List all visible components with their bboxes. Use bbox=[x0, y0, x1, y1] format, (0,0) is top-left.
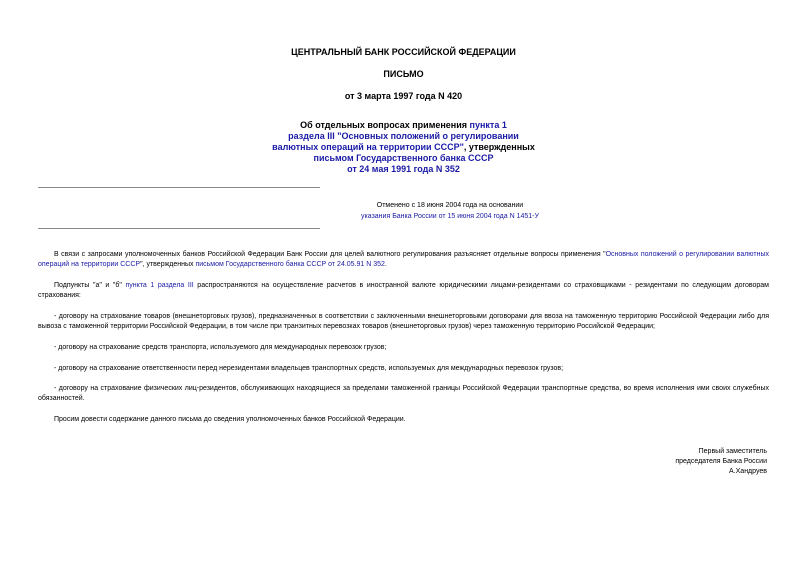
signature-name: А.Хандруев bbox=[729, 468, 767, 475]
paragraph-1-text-b: ", утвержденных bbox=[140, 261, 196, 268]
paragraph-1-link-letter[interactable]: письмом Государственного банка СССР от 24.05.91 N 352 bbox=[195, 261, 385, 268]
annulment-link[interactable]: указания Банка России от 15 июня 2004 года N 1451-У bbox=[361, 213, 539, 220]
title-line-1 bbox=[0, 120, 807, 131]
document-date-number: от 3 марта 1997 года N 420 bbox=[344, 91, 463, 101]
title-line-5 bbox=[0, 164, 807, 175]
annulment-text: Отменено с 18 июня 2004 года на основании bbox=[376, 202, 524, 209]
paragraph-3: - договору на страхование товаров (внешнеторговых грузов), предназначенных в соответствии с заключенными внешнеторговыми договорами для ввоза на таможенную территорию Российской Федерации либо для вывоза с таможенной территории Российской Федерации, в том числе при транзитных перевозках товаров (внешнеторговых грузов) через таможенную территорию Российской Федерации; bbox=[38, 313, 769, 330]
paragraph-2 bbox=[38, 281, 769, 301]
document-type: ПИСЬМО bbox=[383, 69, 424, 79]
title-link-section[interactable]: раздела III "Основных положений о регулировании bbox=[288, 131, 519, 141]
paragraph-5: - договору на страхование ответственности перед нерезидентами владельцев транспортных средств, используемых для международных перевозок грузов; bbox=[54, 365, 564, 372]
paragraph-1-link-provisions[interactable]: Основных положений о регулировании валютных операций на территории СССР bbox=[38, 251, 770, 268]
paragraph-2-link-section[interactable]: пункта 1 раздела III bbox=[125, 282, 194, 289]
signature-title: председателя Банка России bbox=[675, 458, 767, 465]
title-line-2 bbox=[0, 131, 807, 142]
divider-top bbox=[38, 187, 320, 188]
divider-bottom bbox=[38, 228, 320, 229]
title-pre: Об отдельных вопросах применения bbox=[300, 120, 470, 130]
paragraph-7: Просим довести содержание данного письма до сведения уполномоченных банков Российской Федерации. bbox=[54, 416, 406, 423]
document-title bbox=[0, 120, 807, 175]
title-link-letter[interactable]: письмом Государственного банка СССР bbox=[313, 153, 494, 163]
title-mid: , утвержденных bbox=[463, 142, 535, 152]
title-link-date[interactable]: от 24 мая 1991 года N 352 bbox=[347, 164, 460, 174]
annulment-note bbox=[250, 200, 650, 222]
title-line-3 bbox=[0, 142, 807, 153]
paragraph-1 bbox=[38, 250, 769, 270]
paragraph-4: - договору на страхование средств транспорта, используемого для международных перевозок грузов; bbox=[54, 344, 387, 351]
bank-name: ЦЕНТРАЛЬНЫЙ БАНК РОССИЙСКОЙ ФЕДЕРАЦИИ bbox=[291, 47, 516, 57]
signature-block bbox=[675, 447, 767, 477]
paragraph-1-text-c: . bbox=[384, 261, 387, 268]
title-link-clause[interactable]: пункта 1 bbox=[469, 120, 507, 130]
paragraph-2-text-a: Подпункты "а" и "б" bbox=[54, 282, 126, 289]
title-line-4 bbox=[0, 153, 807, 164]
signature-position: Первый заместитель bbox=[698, 448, 767, 455]
paragraph-2-text-b: распространяются на осуществление расчетов в иностранной валюте юридическими лицами-резидентами со страховщиками - резидентами по следующим договорам страхования: bbox=[38, 282, 769, 299]
paragraph-1-text-a: В связи с запросами уполномоченных банков Российской Федерации Банк России для целей валютного регулирования разъясняет отдельные вопросы применения " bbox=[54, 251, 606, 258]
paragraph-6: - договору на страхование физических лиц-резидентов, обслуживающих находящиеся за пределами таможенной границы Российской Федерации транспортные средства, во время исполнения ими своих служебных обязанностей. bbox=[38, 385, 769, 402]
title-link-provisions[interactable]: валютных операций на территории СССР" bbox=[272, 142, 464, 152]
